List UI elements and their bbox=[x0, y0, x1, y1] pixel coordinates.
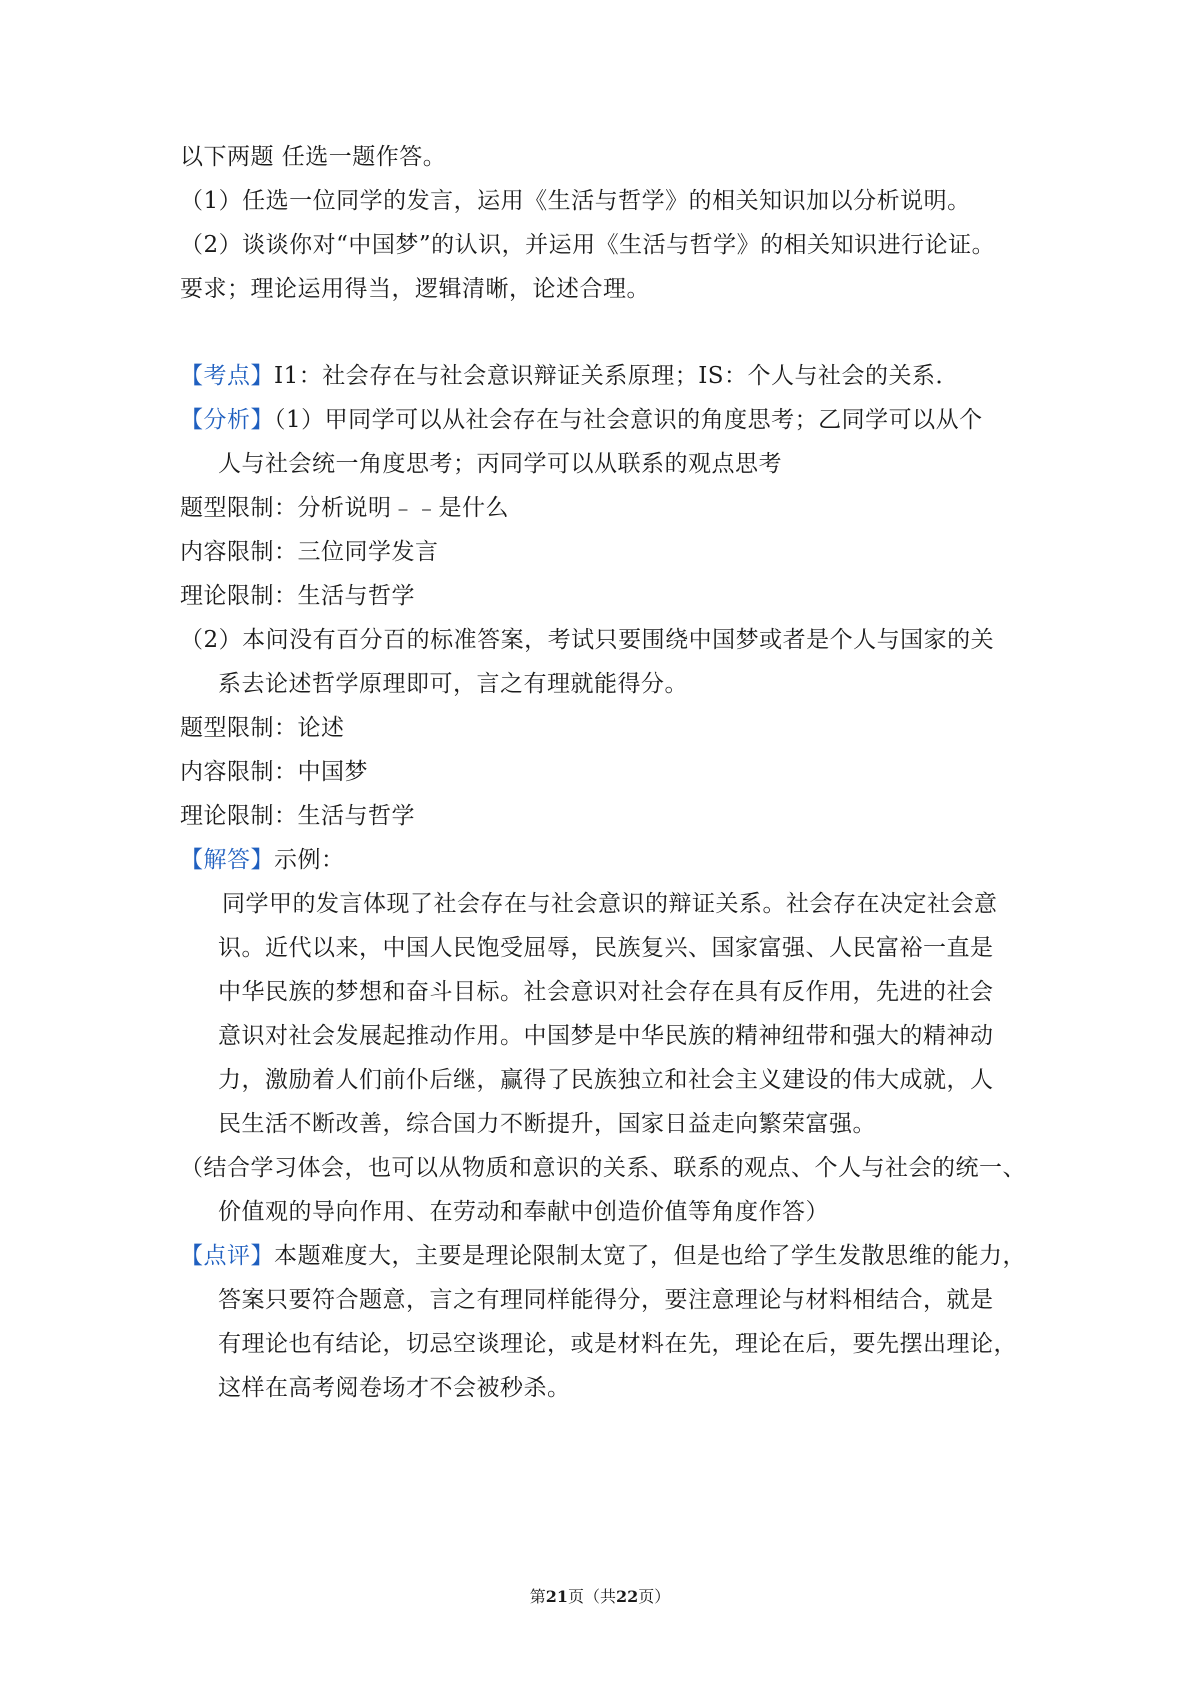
jieda-label: 示例： bbox=[274, 847, 345, 873]
footer-page-number: 21 bbox=[545, 1587, 568, 1606]
fenxi-tag: 【分析】 bbox=[180, 407, 274, 433]
fenxi-part2-line-2: 系去论述哲学原理即可，言之有理就能得分。 bbox=[218, 671, 688, 697]
dianping-section bbox=[180, 1239, 1040, 1273]
fenxi-limit-type-1: 题型限制：分析说明﹣﹣是什么 bbox=[180, 495, 509, 521]
footer-prefix: 第 bbox=[529, 1587, 546, 1606]
jieda-paragraph-line-5: 力，激励着人们前仆后继，赢得了民族独立和社会主义建设的伟大成就，人 bbox=[218, 1067, 994, 1093]
page-footer bbox=[0, 1586, 1200, 1608]
footer-total-pages: 22 bbox=[616, 1587, 639, 1606]
jieda-paragraph-line-1: 同学甲的发言体现了社会存在与社会意识的辩证关系。社会存在决定社会意 bbox=[222, 891, 998, 917]
fenxi-limit-theory-1: 理论限制：生活与哲学 bbox=[180, 583, 415, 609]
fenxi-limit-theory-2: 理论限制：生活与哲学 bbox=[180, 803, 415, 829]
question-requirement: 要求；理论运用得当，逻辑清晰，论述合理。 bbox=[180, 276, 650, 302]
jieda-note-line-1: （结合学习体会，也可以从物质和意识的关系、联系的观点、个人与社会的统一、 bbox=[180, 1155, 1026, 1181]
jieda-tag: 【解答】 bbox=[180, 847, 274, 873]
dianping-tag: 【点评】 bbox=[180, 1243, 274, 1269]
fenxi-limit-content-1: 内容限制：三位同学发言 bbox=[180, 539, 439, 565]
fenxi-line-1: （1）甲同学可以从社会存在与社会意识的角度思考；乙同学可以从个 bbox=[274, 407, 983, 433]
fenxi-line-2: 人与社会统一角度思考；丙同学可以从联系的观点思考 bbox=[218, 451, 782, 477]
dianping-line-2: 答案只要符合题意，言之有理同样能得分，要注意理论与材料相结合，就是 bbox=[218, 1287, 994, 1313]
fenxi-section bbox=[180, 403, 1040, 437]
dianping-line-1: 本题难度大，主要是理论限制太宽了，但是也给了学生发散思维的能力， bbox=[274, 1243, 1026, 1269]
question-item-2: （2）谈谈你对“中国梦”的认识，并运用《生活与哲学》的相关知识进行论证。 bbox=[180, 232, 996, 258]
jieda-paragraph-line-4: 意识对社会发展起推动作用。中国梦是中华民族的精神纽带和强大的精神动 bbox=[218, 1023, 994, 1049]
jieda-paragraph-line-3: 中华民族的梦想和奋斗目标。社会意识对社会存在具有反作用，先进的社会 bbox=[218, 979, 994, 1005]
fenxi-limit-type-2: 题型限制：论述 bbox=[180, 715, 345, 741]
question-intro: 以下两题 任选一题作答。 bbox=[180, 144, 447, 170]
fenxi-part2-line-1: （2）本问没有百分百的标准答案，考试只要围绕中国梦或者是个人与国家的关 bbox=[180, 627, 995, 653]
jieda-paragraph-line-6: 民生活不断改善，综合国力不断提升，国家日益走向繁荣富强。 bbox=[218, 1111, 876, 1137]
footer-suffix: 页） bbox=[638, 1587, 671, 1606]
dianping-line-4: 这样在高考阅卷场才不会被秒杀。 bbox=[218, 1375, 571, 1401]
question-item-1: （1）任选一位同学的发言，运用《生活与哲学》的相关知识加以分析说明。 bbox=[180, 188, 971, 214]
kaodian-tag: 【考点】 bbox=[180, 363, 274, 389]
kaodian-section bbox=[180, 359, 1040, 393]
footer-middle: 页（共 bbox=[567, 1587, 616, 1606]
fenxi-limit-content-2: 内容限制：中国梦 bbox=[180, 759, 368, 785]
kaodian-text: I1：社会存在与社会意识辩证关系原理；IS：个人与社会的关系． bbox=[274, 363, 960, 389]
jieda-note-line-2: 价值观的导向作用、在劳动和奉献中创造价值等角度作答） bbox=[218, 1199, 829, 1225]
jieda-section bbox=[180, 843, 1040, 877]
dianping-line-3: 有理论也有结论，切忌空谈理论，或是材料在先，理论在后，要先摆出理论， bbox=[218, 1331, 1017, 1357]
jieda-paragraph-line-2: 识。近代以来，中国人民饱受屈辱，民族复兴、国家富强、人民富裕一直是 bbox=[218, 935, 994, 961]
